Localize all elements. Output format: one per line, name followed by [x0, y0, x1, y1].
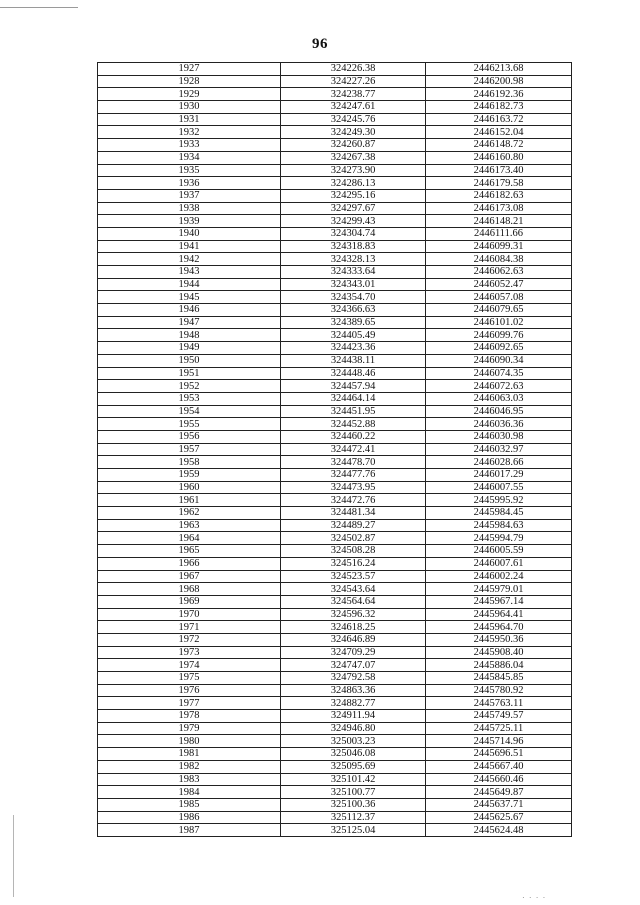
- y-coordinate-cell: 2445886.04: [426, 659, 572, 672]
- table-row: [98, 316, 572, 329]
- point-number-cell: 1941: [98, 240, 281, 253]
- point-number-cell: 1974: [98, 659, 281, 672]
- point-number-cell: 1968: [98, 583, 281, 596]
- table-row: [98, 253, 572, 266]
- y-coordinate-cell: 2445908.40: [426, 646, 572, 659]
- table-row: [98, 266, 572, 279]
- x-coordinate-cell: 324516.24: [281, 557, 426, 570]
- y-coordinate-cell: 2445637.71: [426, 798, 572, 811]
- table-row: [98, 456, 572, 469]
- table-row: [98, 202, 572, 215]
- point-number-cell: 1960: [98, 481, 281, 494]
- y-coordinate-cell: 2446179.58: [426, 177, 572, 190]
- x-coordinate-cell: 324318.83: [281, 240, 426, 253]
- y-coordinate-cell: 2445950.36: [426, 633, 572, 646]
- y-coordinate-cell: 2446099.31: [426, 240, 572, 253]
- point-number-cell: 1964: [98, 532, 281, 545]
- y-coordinate-cell: 2446213.68: [426, 63, 572, 76]
- x-coordinate-cell: 325046.08: [281, 748, 426, 761]
- point-number-cell: 1952: [98, 380, 281, 393]
- table-row: [98, 646, 572, 659]
- point-number-cell: 1937: [98, 189, 281, 202]
- table-row: [98, 291, 572, 304]
- x-coordinate-cell: 324481.34: [281, 507, 426, 520]
- x-coordinate-cell: 324472.76: [281, 494, 426, 507]
- table-row: [98, 367, 572, 380]
- y-coordinate-cell: 2445780.92: [426, 684, 572, 697]
- x-coordinate-cell: 324911.94: [281, 710, 426, 723]
- x-coordinate-cell: 325125.04: [281, 824, 426, 837]
- x-coordinate-cell: 324273.90: [281, 164, 426, 177]
- x-coordinate-cell: 324343.01: [281, 278, 426, 291]
- y-coordinate-cell: 2446002.24: [426, 570, 572, 583]
- x-coordinate-cell: 324366.63: [281, 304, 426, 317]
- point-number-cell: 1967: [98, 570, 281, 583]
- table-row: [98, 430, 572, 443]
- table-row: [98, 101, 572, 114]
- y-coordinate-cell: 2446052.47: [426, 278, 572, 291]
- point-number-cell: 1955: [98, 418, 281, 431]
- y-coordinate-cell: 2446200.98: [426, 75, 572, 88]
- table-row: [98, 164, 572, 177]
- point-number-cell: 1980: [98, 735, 281, 748]
- x-coordinate-cell: 324489.27: [281, 519, 426, 532]
- y-coordinate-cell: 2446099.76: [426, 329, 572, 342]
- table-row: [98, 75, 572, 88]
- table-row: [98, 659, 572, 672]
- table-row: [98, 88, 572, 101]
- point-number-cell: 1929: [98, 88, 281, 101]
- point-number-cell: 1958: [98, 456, 281, 469]
- point-number-cell: 1945: [98, 291, 281, 304]
- y-coordinate-cell: 2445660.46: [426, 773, 572, 786]
- table-row: [98, 824, 572, 837]
- y-coordinate-cell: 2445763.11: [426, 697, 572, 710]
- point-number-cell: 1943: [98, 266, 281, 279]
- coordinates-table-body: [98, 63, 572, 837]
- point-number-cell: 1982: [98, 760, 281, 773]
- point-number-cell: 1944: [98, 278, 281, 291]
- point-number-cell: 1946: [98, 304, 281, 317]
- table-row: [98, 748, 572, 761]
- point-number-cell: 1979: [98, 722, 281, 735]
- x-coordinate-cell: 324299.43: [281, 215, 426, 228]
- table-row: [98, 507, 572, 520]
- table-row: [98, 278, 572, 291]
- table-row: [98, 633, 572, 646]
- table-row: [98, 621, 572, 634]
- x-coordinate-cell: 324438.11: [281, 354, 426, 367]
- table-row: [98, 63, 572, 76]
- y-coordinate-cell: 2445979.01: [426, 583, 572, 596]
- y-coordinate-cell: 2446079.65: [426, 304, 572, 317]
- x-coordinate-cell: 324473.95: [281, 481, 426, 494]
- table-row: [98, 215, 572, 228]
- point-number-cell: 1961: [98, 494, 281, 507]
- point-number-cell: 1936: [98, 177, 281, 190]
- point-number-cell: 1972: [98, 633, 281, 646]
- y-coordinate-cell: 2446090.34: [426, 354, 572, 367]
- table-row: [98, 773, 572, 786]
- point-number-cell: 1984: [98, 786, 281, 799]
- x-coordinate-cell: 324304.74: [281, 227, 426, 240]
- point-number-cell: 1966: [98, 557, 281, 570]
- y-coordinate-cell: 2445624.48: [426, 824, 572, 837]
- x-coordinate-cell: 324564.64: [281, 595, 426, 608]
- x-coordinate-cell: 324863.36: [281, 684, 426, 697]
- x-coordinate-cell: 324464.14: [281, 392, 426, 405]
- point-number-cell: 1959: [98, 469, 281, 482]
- x-coordinate-cell: 324618.25: [281, 621, 426, 634]
- table-row: [98, 481, 572, 494]
- point-number-cell: 1947: [98, 316, 281, 329]
- point-number-cell: 1971: [98, 621, 281, 634]
- y-coordinate-cell: 2446173.40: [426, 164, 572, 177]
- x-coordinate-cell: 324508.28: [281, 545, 426, 558]
- x-coordinate-cell: 324502.87: [281, 532, 426, 545]
- x-coordinate-cell: 324946.80: [281, 722, 426, 735]
- x-coordinate-cell: 324478.70: [281, 456, 426, 469]
- point-number-cell: 1957: [98, 443, 281, 456]
- table-row: [98, 519, 572, 532]
- y-coordinate-cell: 2446152.04: [426, 126, 572, 139]
- y-coordinate-cell: 2446092.65: [426, 342, 572, 355]
- y-coordinate-cell: 2446005.59: [426, 545, 572, 558]
- x-coordinate-cell: 324405.49: [281, 329, 426, 342]
- table-row: [98, 392, 572, 405]
- y-coordinate-cell: 2446072.63: [426, 380, 572, 393]
- table-row: [98, 418, 572, 431]
- x-coordinate-cell: 324448.46: [281, 367, 426, 380]
- x-coordinate-cell: 324286.13: [281, 177, 426, 190]
- x-coordinate-cell: 324333.64: [281, 266, 426, 279]
- point-number-cell: 1949: [98, 342, 281, 355]
- x-coordinate-cell: 324227.26: [281, 75, 426, 88]
- point-number-cell: 1976: [98, 684, 281, 697]
- x-coordinate-cell: 325101.42: [281, 773, 426, 786]
- y-coordinate-cell: 2446028.66: [426, 456, 572, 469]
- table-row: [98, 227, 572, 240]
- x-coordinate-cell: 325100.36: [281, 798, 426, 811]
- x-coordinate-cell: 324709.29: [281, 646, 426, 659]
- table-row: [98, 469, 572, 482]
- point-number-cell: 1932: [98, 126, 281, 139]
- table-row: [98, 443, 572, 456]
- y-coordinate-cell: 2445994.79: [426, 532, 572, 545]
- table-row: [98, 304, 572, 317]
- y-coordinate-cell: 2445984.63: [426, 519, 572, 532]
- y-coordinate-cell: 2445696.51: [426, 748, 572, 761]
- coordinates-table: [97, 62, 572, 837]
- point-number-cell: 1973: [98, 646, 281, 659]
- x-coordinate-cell: 324260.87: [281, 139, 426, 152]
- table-row: [98, 722, 572, 735]
- table-row: [98, 532, 572, 545]
- x-coordinate-cell: 324460.22: [281, 430, 426, 443]
- table-row: [98, 697, 572, 710]
- x-coordinate-cell: 324451.95: [281, 405, 426, 418]
- x-coordinate-cell: 325003.23: [281, 735, 426, 748]
- y-coordinate-cell: 2446030.98: [426, 430, 572, 443]
- x-coordinate-cell: 324238.77: [281, 88, 426, 101]
- y-coordinate-cell: 2446182.73: [426, 101, 572, 114]
- y-coordinate-cell: 2446063.03: [426, 392, 572, 405]
- point-number-cell: 1948: [98, 329, 281, 342]
- point-number-cell: 1981: [98, 748, 281, 761]
- x-coordinate-cell: 324247.61: [281, 101, 426, 114]
- table-row: [98, 811, 572, 824]
- table-row: [98, 240, 572, 253]
- table-row: [98, 151, 572, 164]
- y-coordinate-cell: 2445649.87: [426, 786, 572, 799]
- y-coordinate-cell: 2446101.02: [426, 316, 572, 329]
- x-coordinate-cell: 324249.30: [281, 126, 426, 139]
- point-number-cell: 1986: [98, 811, 281, 824]
- x-coordinate-cell: 324389.65: [281, 316, 426, 329]
- y-coordinate-cell: 2445667.40: [426, 760, 572, 773]
- y-coordinate-cell: 2446148.21: [426, 215, 572, 228]
- y-coordinate-cell: 2445625.67: [426, 811, 572, 824]
- point-number-cell: 1931: [98, 113, 281, 126]
- point-number-cell: 1975: [98, 672, 281, 685]
- point-number-cell: 1965: [98, 545, 281, 558]
- left-margin-rule: [13, 815, 14, 897]
- point-number-cell: 1963: [98, 519, 281, 532]
- y-coordinate-cell: 2446036.36: [426, 418, 572, 431]
- y-coordinate-cell: 2446160.80: [426, 151, 572, 164]
- point-number-cell: 1970: [98, 608, 281, 621]
- x-coordinate-cell: 324452.88: [281, 418, 426, 431]
- y-coordinate-cell: 2445714.96: [426, 735, 572, 748]
- table-row: [98, 735, 572, 748]
- table-row: [98, 380, 572, 393]
- y-coordinate-cell: 2446163.72: [426, 113, 572, 126]
- y-coordinate-cell: 2446057.08: [426, 291, 572, 304]
- point-number-cell: 1933: [98, 139, 281, 152]
- point-number-cell: 1940: [98, 227, 281, 240]
- y-coordinate-cell: 2446007.55: [426, 481, 572, 494]
- x-coordinate-cell: 324328.13: [281, 253, 426, 266]
- x-coordinate-cell: 324354.70: [281, 291, 426, 304]
- top-left-rule: [0, 7, 78, 8]
- table-row: [98, 557, 572, 570]
- y-coordinate-cell: 2445984.45: [426, 507, 572, 520]
- y-coordinate-cell: 2445964.41: [426, 608, 572, 621]
- point-number-cell: 1942: [98, 253, 281, 266]
- table-row: [98, 672, 572, 685]
- x-coordinate-cell: 325100.77: [281, 786, 426, 799]
- table-row: [98, 329, 572, 342]
- point-number-cell: 1954: [98, 405, 281, 418]
- table-row: [98, 545, 572, 558]
- corner-mark: · · · ·: [522, 893, 547, 902]
- point-number-cell: 1939: [98, 215, 281, 228]
- point-number-cell: 1978: [98, 710, 281, 723]
- point-number-cell: 1930: [98, 101, 281, 114]
- point-number-cell: 1956: [98, 430, 281, 443]
- y-coordinate-cell: 2446148.72: [426, 139, 572, 152]
- y-coordinate-cell: 2445964.70: [426, 621, 572, 634]
- table-row: [98, 354, 572, 367]
- table-row: [98, 710, 572, 723]
- x-coordinate-cell: 324523.57: [281, 570, 426, 583]
- x-coordinate-cell: 324245.76: [281, 113, 426, 126]
- x-coordinate-cell: 324792.58: [281, 672, 426, 685]
- y-coordinate-cell: 2446173.08: [426, 202, 572, 215]
- table-row: [98, 494, 572, 507]
- point-number-cell: 1928: [98, 75, 281, 88]
- x-coordinate-cell: 324297.67: [281, 202, 426, 215]
- y-coordinate-cell: 2445967.14: [426, 595, 572, 608]
- x-coordinate-cell: 325112.37: [281, 811, 426, 824]
- x-coordinate-cell: 325095.69: [281, 760, 426, 773]
- table-row: [98, 113, 572, 126]
- point-number-cell: 1953: [98, 392, 281, 405]
- table-row: [98, 177, 572, 190]
- y-coordinate-cell: 2446182.63: [426, 189, 572, 202]
- y-coordinate-cell: 2446192.36: [426, 88, 572, 101]
- x-coordinate-cell: 324543.64: [281, 583, 426, 596]
- table-row: [98, 786, 572, 799]
- y-coordinate-cell: 2446111.66: [426, 227, 572, 240]
- table-row: [98, 126, 572, 139]
- table-row: [98, 570, 572, 583]
- x-coordinate-cell: 324472.41: [281, 443, 426, 456]
- y-coordinate-cell: 2445749.57: [426, 710, 572, 723]
- y-coordinate-cell: 2445995.92: [426, 494, 572, 507]
- y-coordinate-cell: 2446007.61: [426, 557, 572, 570]
- x-coordinate-cell: 324747.07: [281, 659, 426, 672]
- table-row: [98, 760, 572, 773]
- point-number-cell: 1938: [98, 202, 281, 215]
- y-coordinate-cell: 2445725.11: [426, 722, 572, 735]
- page-number: 96: [312, 36, 328, 52]
- point-number-cell: 1951: [98, 367, 281, 380]
- point-number-cell: 1962: [98, 507, 281, 520]
- x-coordinate-cell: 324226.38: [281, 63, 426, 76]
- point-number-cell: 1985: [98, 798, 281, 811]
- point-number-cell: 1987: [98, 824, 281, 837]
- y-coordinate-cell: 2445845.85: [426, 672, 572, 685]
- point-number-cell: 1927: [98, 63, 281, 76]
- x-coordinate-cell: 324295.16: [281, 189, 426, 202]
- point-number-cell: 1950: [98, 354, 281, 367]
- table-row: [98, 583, 572, 596]
- point-number-cell: 1977: [98, 697, 281, 710]
- table-row: [98, 189, 572, 202]
- point-number-cell: 1935: [98, 164, 281, 177]
- point-number-cell: 1983: [98, 773, 281, 786]
- table-row: [98, 684, 572, 697]
- table-row: [98, 798, 572, 811]
- table-row: [98, 608, 572, 621]
- table-row: [98, 342, 572, 355]
- x-coordinate-cell: 324457.94: [281, 380, 426, 393]
- y-coordinate-cell: 2446084.38: [426, 253, 572, 266]
- x-coordinate-cell: 324267.38: [281, 151, 426, 164]
- x-coordinate-cell: 324646.89: [281, 633, 426, 646]
- point-number-cell: 1934: [98, 151, 281, 164]
- x-coordinate-cell: 324477.76: [281, 469, 426, 482]
- x-coordinate-cell: 324423.36: [281, 342, 426, 355]
- y-coordinate-cell: 2446046.95: [426, 405, 572, 418]
- table-row: [98, 405, 572, 418]
- x-coordinate-cell: 324882.77: [281, 697, 426, 710]
- y-coordinate-cell: 2446074.35: [426, 367, 572, 380]
- y-coordinate-cell: 2446062.63: [426, 266, 572, 279]
- point-number-cell: 1969: [98, 595, 281, 608]
- table-row: [98, 595, 572, 608]
- table-row: [98, 139, 572, 152]
- x-coordinate-cell: 324596.32: [281, 608, 426, 621]
- y-coordinate-cell: 2446032.97: [426, 443, 572, 456]
- y-coordinate-cell: 2446017.29: [426, 469, 572, 482]
